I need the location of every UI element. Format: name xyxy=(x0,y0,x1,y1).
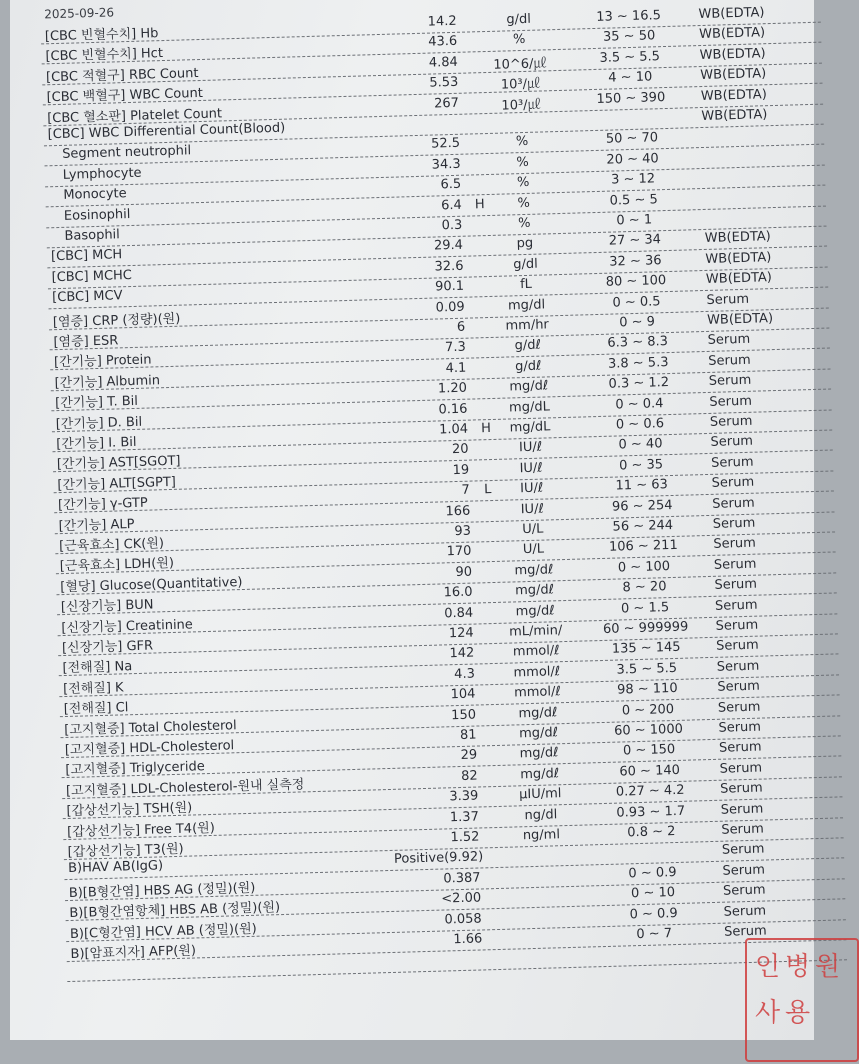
test-unit: % xyxy=(516,175,530,191)
test-unit xyxy=(503,908,583,910)
abnormal-flag xyxy=(490,910,510,911)
test-value: 29.4 xyxy=(433,238,464,254)
reference-range: 3.5 ~ 5.5 xyxy=(599,48,661,66)
test-name: [간기능] T. Bil xyxy=(54,394,139,412)
test-unit: mg/dℓ xyxy=(518,704,558,721)
reference-range: 0 ~ 7 xyxy=(636,926,673,943)
test-value: 3.39 xyxy=(449,788,479,805)
test-name: [혈당] Glucose(Quantitative) xyxy=(60,574,243,595)
test-value: 20 xyxy=(451,442,469,458)
specimen-type: Serum xyxy=(714,576,758,594)
specimen-type: Serum xyxy=(708,352,751,369)
specimen-type: Serum xyxy=(722,862,766,879)
reference-range: 6.3 ~ 8.3 xyxy=(607,334,669,352)
reference-range: 0 ~ 35 xyxy=(618,457,664,474)
test-unit: mmol/ℓ xyxy=(513,684,561,701)
reference-range: 56 ~ 244 xyxy=(612,517,674,535)
test-value: 32.6 xyxy=(434,258,464,275)
test-unit xyxy=(481,113,561,115)
lab-results-sheet xyxy=(20,0,849,1064)
test-name: [전해질] K xyxy=(62,680,124,697)
test-value: 16.0 xyxy=(443,584,473,601)
test-unit xyxy=(502,847,582,849)
test-name: [CBC 혈소판] Platelet Count xyxy=(46,105,223,126)
test-unit: % xyxy=(517,215,531,232)
test-unit: % xyxy=(512,32,526,48)
test-unit: g/dℓ xyxy=(514,337,542,354)
test-value xyxy=(373,116,459,118)
test-name: Monocyte xyxy=(63,186,127,204)
test-value: 5.53 xyxy=(429,74,459,91)
reference-range: 3.8 ~ 5.3 xyxy=(607,354,669,372)
test-name: Eosinophil xyxy=(63,206,131,224)
test-name: [근육효소] CK(원) xyxy=(58,536,165,555)
test-name: [CBC 적혈구] RBC Count xyxy=(45,65,199,86)
test-value: 1.66 xyxy=(453,931,483,948)
specimen-type: Serum xyxy=(707,332,751,349)
specimen-type: WB(EDTA) xyxy=(700,86,767,104)
specimen-type: Serum xyxy=(723,903,767,920)
test-name: B)[C형간염] HCV AB (정밀)(원) xyxy=(69,921,257,942)
test-name: B)[B형간염항체] HBS AB (정밀)(원) xyxy=(69,900,281,922)
test-name: [신장기능] Creatinine xyxy=(61,617,194,636)
test-unit: mg/dℓ xyxy=(514,582,555,599)
test-name: [고지혈증] HDL-Cholesterol xyxy=(64,738,235,759)
reference-range: 0 ~ 0.9 xyxy=(628,864,677,882)
reference-range: 0 ~ 0.9 xyxy=(629,905,678,922)
test-value: 29 xyxy=(460,747,478,764)
test-unit: mm/hr xyxy=(505,317,550,334)
specimen-type: Serum xyxy=(721,821,765,838)
test-unit: IU/ℓ xyxy=(520,501,545,517)
reference-range: 20 ~ 40 xyxy=(606,151,659,168)
test-unit: mg/dl xyxy=(507,297,546,314)
test-value: 14.2 xyxy=(427,13,457,30)
test-unit: % xyxy=(515,134,529,150)
specimen-type: Serum xyxy=(710,454,754,471)
specimen-type: Serum xyxy=(719,760,763,777)
test-name: [염증] CRP (정량)(원) xyxy=(52,311,181,330)
test-name: [간기능] ALP xyxy=(58,516,135,534)
test-value: Positive(9.92) xyxy=(393,849,484,868)
reference-range: 0 ~ 0.6 xyxy=(615,416,665,433)
test-unit xyxy=(503,888,583,890)
reference-range xyxy=(573,109,689,112)
reference-range: 0.5 ~ 5 xyxy=(609,191,658,209)
reference-range: 60 ~ 1000 xyxy=(613,721,684,739)
test-unit: mmol/ℓ xyxy=(513,663,561,681)
reference-range: 60 ~ 999999 xyxy=(602,619,689,637)
reference-range: 150 ~ 390 xyxy=(596,89,666,107)
test-unit: g/dℓ xyxy=(514,358,542,375)
test-unit: mg/dℓ xyxy=(519,745,559,762)
test-name: B)[B형간염] HBS AG (정밀)(원) xyxy=(68,880,256,901)
test-value: 104 xyxy=(450,686,476,703)
reference-range: 0 ~ 100 xyxy=(617,558,671,576)
reference-range: 0.3 ~ 1.2 xyxy=(608,375,670,392)
specimen-type: Serum xyxy=(722,882,766,899)
reference-range: 0 ~ 200 xyxy=(621,701,675,719)
test-unit: pg xyxy=(516,236,534,252)
reference-range: 0 ~ 0.4 xyxy=(615,395,664,413)
test-unit: g/dl xyxy=(513,256,538,273)
hospital-seal-stamp: 인 병 원 사 용 xyxy=(745,938,859,1062)
reference-range: 3 ~ 12 xyxy=(610,171,656,188)
test-value: 1.37 xyxy=(449,809,480,825)
test-unit: U/L xyxy=(522,541,545,558)
test-unit: ng/ml xyxy=(522,827,561,844)
test-name: [고지혈증] Triglyceride xyxy=(65,759,205,779)
test-unit xyxy=(502,867,582,869)
test-value: 150 xyxy=(450,707,477,723)
specimen-type: Serum xyxy=(720,801,764,818)
test-name: [간기능] I. Bil xyxy=(56,434,137,453)
test-name: [CBC 빈혈수치] Hct xyxy=(45,46,164,65)
specimen-type: WB(EDTA) xyxy=(700,66,767,84)
test-value: 52.5 xyxy=(430,136,461,152)
specimen-type: Serum xyxy=(716,638,759,655)
test-name: [간기능] ALT[SGPT] xyxy=(57,474,177,493)
test-value: 7.3 xyxy=(444,340,466,356)
test-value: 6.4 xyxy=(440,197,462,213)
test-value: 142 xyxy=(449,645,475,662)
test-unit: U/L xyxy=(522,521,544,538)
specimen-type: Serum xyxy=(709,413,753,430)
reference-range: 50 ~ 70 xyxy=(605,130,659,148)
specimen-type: Serum xyxy=(713,536,757,553)
header-edge-text xyxy=(565,0,600,2)
test-value: 0.84 xyxy=(444,605,474,621)
reference-range: 32 ~ 36 xyxy=(609,252,662,270)
test-name: [CBC] MCHC xyxy=(51,267,133,286)
test-name: [신장기능] BUN xyxy=(60,597,154,616)
reference-range: 0.8 ~ 2 xyxy=(627,824,676,841)
test-unit: mg/dℓ xyxy=(509,378,549,395)
specimen-type: Serum xyxy=(715,617,759,634)
specimen-type: Serum xyxy=(714,597,758,614)
abnormal-flag xyxy=(490,931,510,932)
specimen-type: Serum xyxy=(708,372,752,390)
test-value: 0.09 xyxy=(435,299,465,316)
abnormal-flag xyxy=(488,849,508,850)
reference-range: 106 ~ 211 xyxy=(608,538,678,556)
test-unit: % xyxy=(517,195,531,211)
test-name: [CBC] MCV xyxy=(52,288,123,306)
specimen-type: Serum xyxy=(709,393,753,410)
test-value: 19 xyxy=(452,462,470,478)
specimen-type: Serum xyxy=(716,658,760,675)
test-unit: IU/ℓ xyxy=(518,439,543,456)
reference-range: 98 ~ 110 xyxy=(616,681,678,698)
test-value: 267 xyxy=(433,95,460,112)
test-name: [신장기능] GFR xyxy=(61,638,154,657)
test-name: [전해질] Cl xyxy=(63,700,129,718)
test-name: B)[암표지자] AFP(원) xyxy=(70,943,197,962)
reference-range: 135 ~ 145 xyxy=(611,640,681,658)
test-name: [간기능] D. Bil xyxy=(55,414,143,432)
test-value: <2.00 xyxy=(441,890,482,907)
test-unit: ng/dl xyxy=(524,806,558,823)
specimen-type: Serum xyxy=(710,434,754,451)
report-paper xyxy=(10,0,841,1040)
test-unit: IU/ℓ xyxy=(519,480,544,497)
test-unit: mg/dℓ xyxy=(514,562,554,579)
reference-range: 11 ~ 63 xyxy=(615,477,669,494)
reference-range: 3.5 ~ 5.5 xyxy=(616,660,678,678)
report-date: 2025-09-26 xyxy=(44,5,115,22)
test-unit: IU/ℓ xyxy=(519,460,543,477)
specimen-type: Serum xyxy=(718,739,762,757)
specimen-type: WB(EDTA) xyxy=(705,270,773,288)
test-name: [근육효소] LDH(원) xyxy=(59,556,175,575)
test-value: 1.20 xyxy=(437,380,468,397)
test-name: Basophil xyxy=(64,227,121,244)
specimen-type: Serum xyxy=(711,474,755,492)
specimen-type: Serum xyxy=(717,678,761,695)
test-name: [간기능] Albumin xyxy=(54,373,161,391)
test-unit: mL/min/ xyxy=(508,623,563,640)
test-value: 7 xyxy=(461,482,470,499)
test-name: [CBC 백혈구] WBC Count xyxy=(46,86,204,106)
specimen-type: Serum xyxy=(712,515,756,532)
abnormal-flag: H xyxy=(480,421,492,437)
test-unit: 10³/㎕ xyxy=(501,97,541,114)
specimen-type: WB(EDTA) xyxy=(706,311,774,328)
reference-range: 35 ~ 50 xyxy=(602,28,656,46)
test-value: 6 xyxy=(456,319,466,335)
specimen-type: Serum xyxy=(717,699,761,716)
test-value: 170 xyxy=(446,544,472,560)
test-name: B)HAV AB(IgG) xyxy=(67,858,164,877)
reference-range: 0 ~ 9 xyxy=(619,314,656,331)
specimen-type: Serum xyxy=(706,291,750,308)
reference-range: 0 ~ 40 xyxy=(618,436,663,453)
test-name: [갑상선기능] Free T4(원) xyxy=(66,820,215,840)
test-unit: mmol/ℓ xyxy=(512,643,560,660)
reference-range: 0 ~ 10 xyxy=(630,885,676,902)
test-value: 43.6 xyxy=(428,34,458,51)
test-value: 166 xyxy=(445,503,471,519)
specimen-type: Serum xyxy=(719,780,763,797)
abnormal-flag xyxy=(489,890,509,891)
test-value: 82 xyxy=(460,768,478,784)
test-name: [간기능] γ-GTP xyxy=(57,495,148,514)
test-value: 93 xyxy=(454,523,472,540)
test-value: 4.84 xyxy=(428,54,459,71)
test-name: [전해질] Na xyxy=(62,659,133,677)
test-value: 90 xyxy=(455,564,473,580)
specimen-type: Serum xyxy=(721,841,765,859)
abnormal-flag: L xyxy=(483,482,492,498)
test-name: [간기능] AST[SGOT] xyxy=(56,454,181,473)
reference-range: 0.93 ~ 1.7 xyxy=(616,803,686,821)
test-value: 4.1 xyxy=(445,360,467,377)
abnormal-flag xyxy=(467,115,487,116)
test-unit: % xyxy=(516,154,529,170)
specimen-type: WB(EDTA) xyxy=(699,45,766,63)
abnormal-flag xyxy=(488,869,508,870)
test-name: [간기능] Protein xyxy=(53,352,152,371)
reference-range: 0 ~ 1.5 xyxy=(620,599,670,617)
reference-range xyxy=(594,843,710,846)
reference-range: 0 ~ 0.5 xyxy=(612,293,661,311)
test-value: 0.058 xyxy=(444,911,482,928)
test-unit: μIU/ml xyxy=(518,786,562,803)
specimen-type: WB(EDTA) xyxy=(698,5,765,23)
test-value: 34.3 xyxy=(431,156,461,173)
reference-range: 13 ~ 16.5 xyxy=(596,8,662,25)
specimen-type: Serum xyxy=(712,495,755,512)
specimen-type: Serum xyxy=(723,923,767,940)
test-name: [고지혈증] Total Cholesterol xyxy=(64,717,237,738)
test-value: 6.5 xyxy=(440,176,462,193)
test-unit: 10³/㎕ xyxy=(500,76,541,93)
specimen-type: WB(EDTA) xyxy=(701,107,768,125)
test-unit: mg/dL xyxy=(509,419,551,436)
test-value: 1.52 xyxy=(450,829,480,846)
test-unit: mg/dℓ xyxy=(518,725,559,742)
test-name: [갑상선기능] TSH(원) xyxy=(66,800,193,820)
abnormal-flag: H xyxy=(474,196,485,212)
test-unit xyxy=(504,929,584,931)
test-value: 0.3 xyxy=(441,217,463,234)
test-unit: mg/dℓ xyxy=(515,602,555,619)
test-name: Segment neutrophil xyxy=(62,143,192,163)
reference-range: 8 ~ 20 xyxy=(622,579,667,596)
reference-range: 4 ~ 10 xyxy=(608,69,653,86)
test-value: 90.1 xyxy=(434,278,465,295)
test-unit: fL xyxy=(519,277,533,293)
test-name: [CBC] MCH xyxy=(50,247,123,265)
test-name: [고지혈증] LDL-Cholesterol-원내 실측정 xyxy=(65,777,305,799)
test-value: 4.3 xyxy=(453,666,476,682)
test-value: 81 xyxy=(459,727,477,743)
test-name: [염증] ESR xyxy=(53,333,119,351)
reference-range: 0 ~ 1 xyxy=(616,212,653,229)
test-unit: mg/dL xyxy=(508,398,551,416)
specimen-type: WB(EDTA) xyxy=(698,25,766,43)
specimen-type: WB(EDTA) xyxy=(705,249,772,267)
test-name: [갑상선기능] T3(원) xyxy=(67,841,184,860)
reference-range: 0 ~ 150 xyxy=(622,742,676,759)
test-name: Lymphocyte xyxy=(62,165,142,183)
test-value: 0.16 xyxy=(438,401,468,418)
test-unit: mg/dℓ xyxy=(520,766,560,783)
specimen-type: WB(EDTA) xyxy=(704,229,771,247)
specimen-type: Serum xyxy=(718,719,762,736)
test-value: 124 xyxy=(448,625,474,642)
reference-range: 27 ~ 34 xyxy=(608,232,662,250)
specimen-type: Serum xyxy=(713,556,757,573)
test-value: 1.04 xyxy=(438,421,469,438)
reference-range: 60 ~ 140 xyxy=(619,762,681,780)
reference-range: 80 ~ 100 xyxy=(605,273,667,290)
test-unit: 10^6/㎕ xyxy=(493,56,547,73)
test-value: 0.387 xyxy=(443,870,481,887)
reference-range: 0.27 ~ 4.2 xyxy=(615,782,685,800)
test-unit: g/dl xyxy=(506,11,532,28)
test-name: [CBC] WBC Differential Count(Blood) xyxy=(47,120,286,143)
test-name: [CBC 빈혈수치] Hb xyxy=(44,26,159,45)
reference-range: 96 ~ 254 xyxy=(611,497,673,515)
